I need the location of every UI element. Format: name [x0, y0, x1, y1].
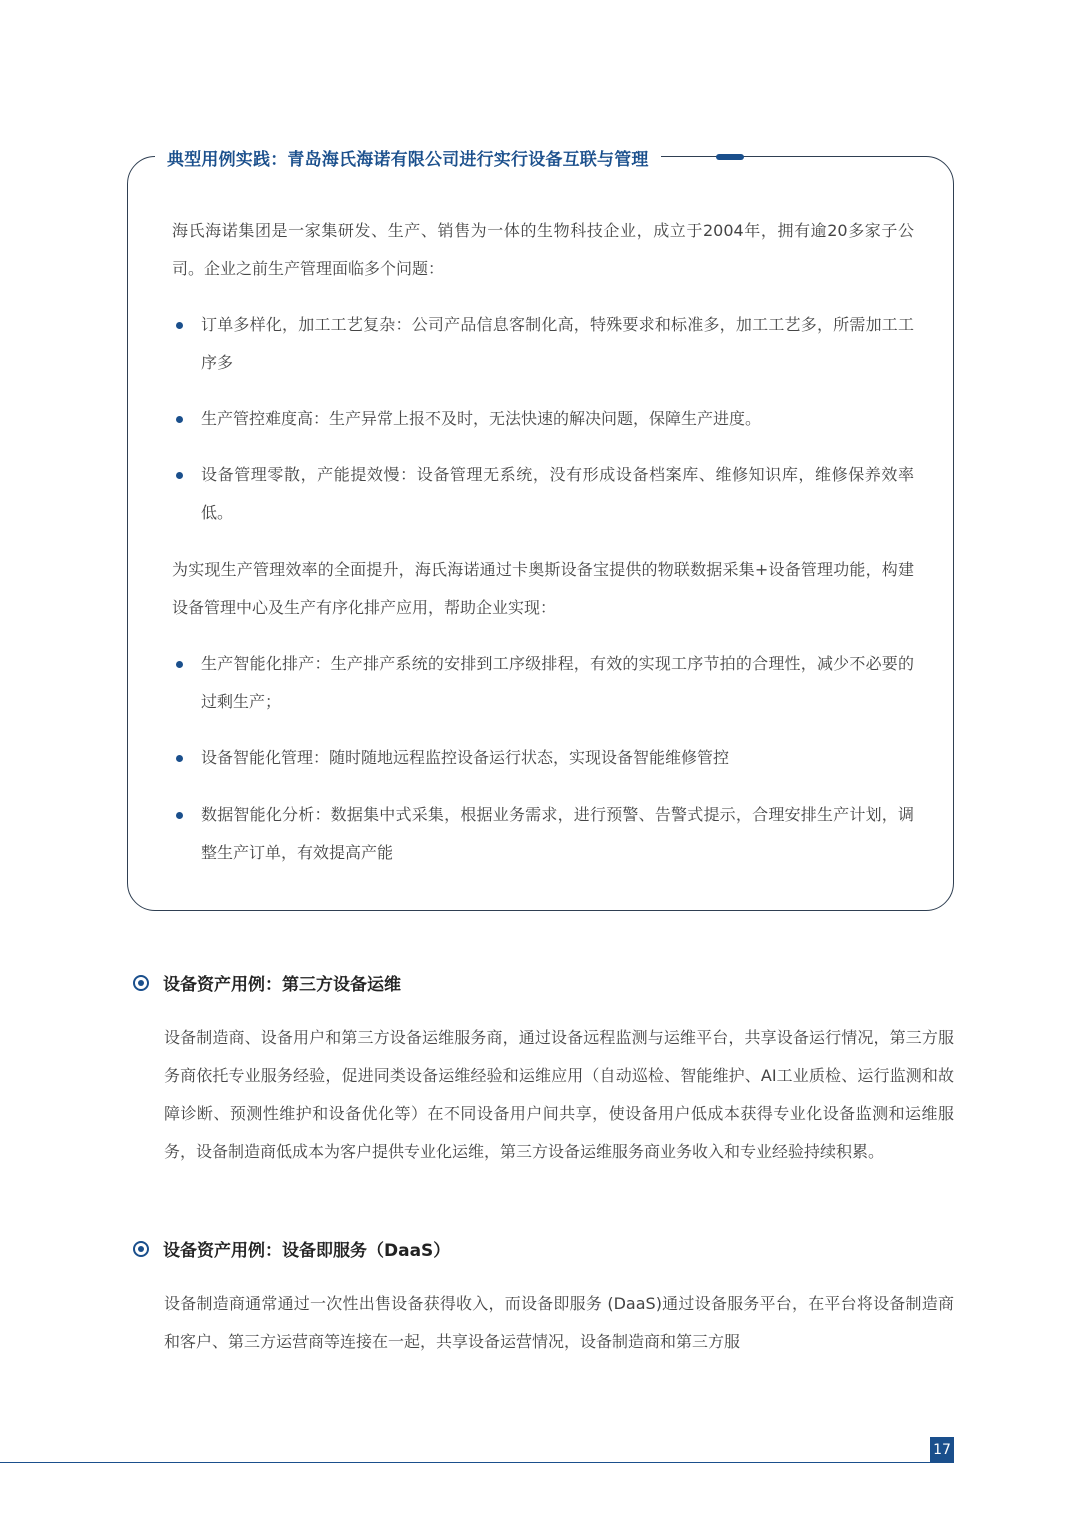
- result-item: [172, 739, 914, 777]
- section1-title: 设备资产用例：第三方设备运维: [163, 975, 401, 995]
- bullet-dot-icon: [176, 812, 183, 819]
- bullet-dot-icon: [176, 661, 183, 668]
- radio-bullet-icon: [133, 975, 149, 991]
- result-item: [172, 645, 914, 721]
- bullet-dot-icon: [176, 416, 183, 423]
- section2-heading: [133, 1236, 450, 1261]
- page-number: 17: [930, 1437, 954, 1463]
- bullet-dot-icon: [176, 322, 183, 329]
- section1-heading: [133, 970, 401, 995]
- result-text: 设备智能化管理：随时随地远程监控设备运行状态，实现设备智能维修管控: [201, 748, 730, 767]
- section2-body: 设备制造商通常通过一次性出售设备获得收入，而设备即服务 (DaaS)通过设备服务平台，在平台将设备制造商和客户、第三方运营商等连接在一起，共享设备运营情况，设备制造商和第三方服: [164, 1294, 954, 1351]
- problem-item: [172, 400, 914, 438]
- problem-item: [172, 456, 914, 532]
- problem-text: 生产管控难度高：生产异常上报不及时，无法快速的解决问题，保障生产进度。: [201, 409, 762, 428]
- problem-text: 设备管理零散，产能提效慢：设备管理无系统，没有形成设备档案库、维修知识库，维修保养效率低。: [201, 465, 914, 522]
- problem-text: 订单多样化，加工工艺复杂：公司产品信息客制化高，特殊要求和标准多，加工工艺多，所需加工工序多: [201, 315, 914, 372]
- section2-title: 设备资产用例：设备即服务（DaaS）: [163, 1241, 451, 1261]
- result-text: 生产智能化排产：生产排产系统的安排到工序级排程，有效的实现工序节拍的合理性，减少不必要的过剩生产；: [201, 654, 914, 711]
- case-solution: 为实现生产管理效率的全面提升，海氏海诺通过卡奥斯设备宝提供的物联数据采集+设备管理功能，构建设备管理中心及生产有序化排产应用，帮助企业实现：: [172, 560, 914, 617]
- title-accent-bar: [716, 154, 744, 160]
- section1-body: 设备制造商、设备用户和第三方设备运维服务商，通过设备远程监测与运维平台，共享设备运行情况，第三方服务商依托专业服务经验，促进同类设备运维经验和运维应用（自动巡检、智能维护、AI工业质检、运行监测和故障诊断、预测性维护和设备优化等）在不同设备用户间共享，使设备用户低成本获得专业化设备监测和运维服务，设备制造商低成本为客户提供专业化运维，第三方设备运维服务商业务收入和专业经验持续积累。: [164, 1028, 954, 1161]
- problem-item: [172, 306, 914, 382]
- case-intro: 海氏海诺集团是一家集研发、生产、销售为一体的生物科技企业，成立于2004年，拥有逾20多家子公司。企业之前生产管理面临多个问题：: [172, 221, 914, 278]
- case-study-title-wrap: [155, 141, 661, 173]
- result-item: [172, 796, 914, 872]
- footer-rule: [0, 1462, 930, 1463]
- bullet-dot-icon: [176, 472, 183, 479]
- case-study-title: 典型用例实践：青岛海氏海诺有限公司进行实行设备互联与管理: [167, 149, 649, 170]
- result-text: 数据智能化分析：数据集中式采集，根据业务需求，进行预警、告警式提示，合理安排生产计划，调整生产订单，有效提高产能: [201, 805, 914, 862]
- bullet-dot-icon: [176, 755, 183, 762]
- radio-bullet-icon: [133, 1241, 149, 1257]
